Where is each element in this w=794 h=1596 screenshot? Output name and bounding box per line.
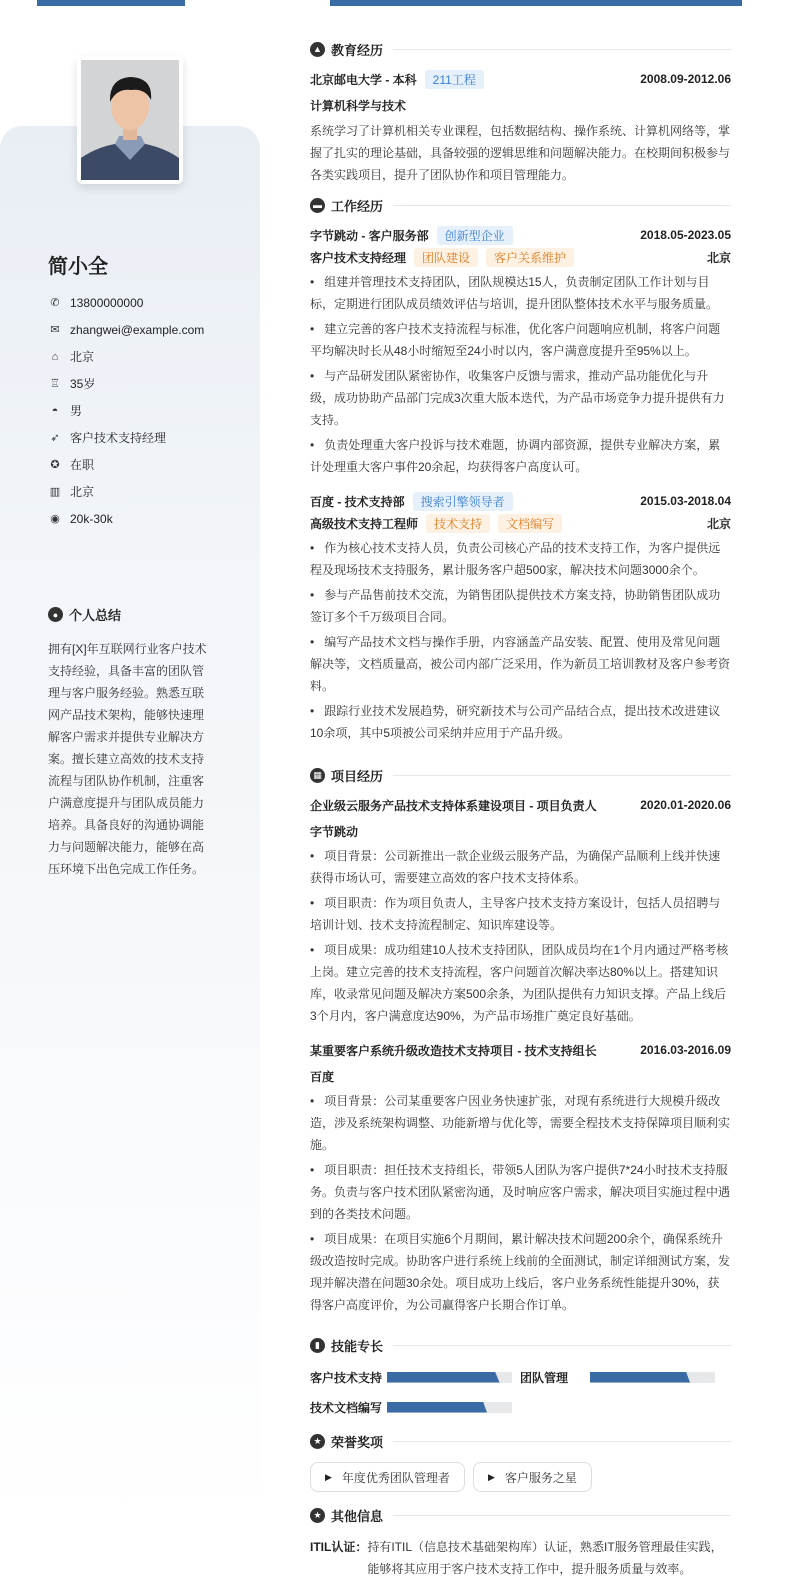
gender-icon: ◓: [51, 404, 59, 417]
grid-icon: ▦: [310, 768, 325, 783]
company-tag: 创新型企业: [437, 226, 513, 245]
school-name: 北京邮电大学 - 本科: [310, 72, 417, 87]
status-icon: ✪: [50, 459, 60, 471]
contact-text: zhangwei@example.com: [70, 322, 205, 337]
summary-title: 个人总结: [69, 608, 122, 623]
project-company: 百度: [310, 1069, 335, 1084]
bullet: • 项目背景：公司新推出一款企业级云服务产品，为确保产品顺利上线并快速获得市场认可，需要建立高效的客户技术支持体系。: [310, 849, 721, 885]
work-item: [310, 490, 731, 744]
contact-phone: [48, 289, 204, 316]
bullet: • 与产品研发团队紧密协作，收集客户反馈与需求，推动产品功能优化与升级，成功协助产品部门完成3次重大版本迭代，为产品市场竞争力提升提供有力支持。: [310, 369, 725, 427]
work-header: [310, 490, 731, 512]
skill-bar: [387, 1372, 512, 1383]
skill-item: [520, 1366, 730, 1388]
contact-gender: [48, 397, 204, 424]
skills-grid: [310, 1366, 731, 1418]
project-company: 字节跳动: [310, 824, 359, 839]
contact-text: 北京: [70, 485, 95, 499]
contact-text: 男: [70, 404, 83, 418]
briefcase-icon: ▬: [310, 198, 325, 213]
trophy-icon: ★: [310, 1434, 325, 1449]
divider: [393, 1441, 731, 1442]
bullet: • 项目职责：作为项目负责人，主导客户技术支持方案设计，包括人员招聘与培训计划、技术支持流程制定、知识库建设等。: [310, 896, 721, 932]
work-city: 北京: [706, 250, 731, 265]
skill-bar-fill: [387, 1372, 500, 1383]
contact-status: [48, 451, 204, 478]
bullet: • 项目成果：在项目实施6个月期间，累计解决技术问题200余个，确保系统升级改造按时完成。协助客户进行系统上线前的全面测试，制定详细测试方案，发现并解决潜在问题30余处。项目成功上线后，客户业务系统性能提升30%，获得客户高度评价，为公司赢得客户长期合作订单。: [310, 1232, 731, 1312]
awards-list: [310, 1462, 731, 1492]
contact-text: 20k-30k: [70, 511, 113, 526]
project-item: [310, 794, 731, 1027]
candidate-name: 简小全: [48, 256, 108, 278]
role-tag: 技术支持: [426, 514, 490, 533]
building-icon: ▥: [49, 486, 61, 498]
project-company-row: [310, 820, 731, 842]
section-education: [310, 38, 731, 60]
project-date: 2020.01-2020.06: [640, 798, 731, 812]
skill-bar-fill: [590, 1372, 690, 1383]
contact-salary: [48, 505, 204, 532]
section-work: [310, 194, 731, 216]
company: 百度 - 技术支持部: [310, 494, 405, 509]
bullet: • 项目成果：成功组建10人技术支持团队，团队成员均在1个月内通过严格考核上岗。建立完善的技术支持流程，客户问题首次解决率达80%以上。搭建知识库，收录常见问题及解决方案500余条，为团队提供有力知识支撑。产品上线后3个月内，客户满意度达90%，为产品市场推广奠定良好基础。: [310, 943, 729, 1023]
bullet: • 跟踪行业技术发展趋势，研究新技术与公司产品结合点，提出技术改进建议10余项，其中5项被公司采纳并应用于产品升级。: [310, 704, 721, 740]
education-description: 系统学习了计算机相关专业课程，包括数据结构、操作系统、计算机网络等，掌握了扎实的理论基础，具备较强的逻辑思维和问题解决能力。在校期间积极参与各类实践项目，提升了团队协作和项目管理能力。: [310, 124, 731, 182]
education-header: [310, 68, 731, 90]
award-item: ▶ 年度优秀团队管理者: [310, 1462, 465, 1492]
skill-bar-fill: [387, 1402, 487, 1413]
divider: [393, 1515, 731, 1516]
role: 客户技术支持经理: [310, 250, 407, 265]
avatar: [77, 56, 183, 184]
role-tag: 团队建设: [414, 248, 478, 267]
top-accent-bar-right: [330, 0, 742, 6]
major: 计算机科学与技术: [310, 98, 407, 113]
section-awards: [310, 1430, 731, 1452]
bullet: • 作为核心技术支持人员，负责公司核心产品的技术支持工作，为客户提供远程及现场技术支持服务，累计服务客户超500家，解决技术问题3000余个。: [310, 541, 721, 577]
contact-age: [48, 370, 204, 397]
bullet: • 建立完善的客户技术支持流程与标准，优化客户问题响应机制，将客户问题平均解决时长从48小时缩短至24小时以内，客户满意度提升至95%以上。: [310, 322, 721, 358]
role-tag: 客户关系维护: [486, 248, 574, 267]
summary-heading: [48, 605, 121, 624]
award-item: ▶ 客户服务之星: [473, 1462, 592, 1492]
salary-icon: ◉: [50, 513, 60, 525]
phone-icon: ✆: [50, 297, 60, 309]
contact-target-city: [48, 478, 204, 505]
company-tag: 搜索引擎领导者: [413, 492, 513, 511]
skill-name: 技术文档编写: [310, 1400, 383, 1415]
divider: [393, 775, 731, 776]
other-item: [310, 1536, 731, 1580]
skill-name: 客户技术支持: [310, 1370, 383, 1385]
bullet: • 负责处理重大客户投诉与技术难题，协调内部资源，提供专业解决方案，累计处理重大客户事件20余起，均获得客户高度认可。: [310, 438, 721, 474]
project-header: [310, 794, 731, 816]
skill-bar: [387, 1402, 512, 1413]
major-row: [310, 94, 731, 116]
send-icon: ➶: [50, 432, 60, 444]
divider: [393, 49, 731, 50]
contact-text: 35岁: [70, 377, 96, 391]
role-row: [310, 246, 731, 268]
play-icon: ▶: [325, 1471, 332, 1482]
info-icon: ★: [310, 1508, 325, 1523]
section-other: [310, 1504, 731, 1526]
role-row: [310, 512, 731, 534]
top-accent-bar-left: [37, 0, 185, 6]
contact-text: 北京: [70, 350, 95, 364]
other-text: 持有ITIL（信息技术基础架构库）认证，熟悉IT服务管理最佳实践，能够将其应用于客户技术支持工作中，提升服务质量与效率。: [367, 1540, 723, 1576]
role: 高级技术支持工程师: [310, 516, 419, 531]
project-name: 企业级云服务产品技术支持体系建设项目 - 项目负责人: [310, 798, 597, 813]
graduation-cap-icon: ▲: [310, 42, 325, 57]
play-icon: ▶: [487, 1471, 495, 1482]
summary-text: 拥有[X]年互联网行业客户技术支持经验，具备丰富的团队管理与客户服务经验。熟悉互联网产品技术架构，能够快速理解客户需求并提供专业解决方案。擅长建立高效的技术支持流程与团队协作机制，注重客户满意度提升与团队成员能力培养。具备良好的沟通协调能力与问题解决能力，能够在高压环境下出色完成工作任务。: [48, 642, 207, 876]
work-date: 2015.03-2018.04: [640, 494, 731, 508]
contact-location: [48, 343, 204, 370]
bullet: • 参与产品售前技术交流，为销售团队提供技术方案支持，协助销售团队成功签订多个千万级项目合同。: [310, 588, 721, 624]
work-city: 北京: [706, 516, 731, 531]
role-tag: 文档编写: [498, 514, 562, 533]
skill-name: 团队管理: [520, 1370, 569, 1385]
bullet: • 编写产品技术文档与操作手册，内容涵盖产品安装、配置、使用及常见问题解决等，文档质量高，被公司内部广泛采用，作为新员工培训教材及客户参考资料。: [310, 635, 731, 693]
home-icon: ⌂: [51, 350, 59, 363]
mail-icon: ✉: [50, 324, 60, 336]
section-title: 荣誉奖项: [331, 1434, 384, 1450]
contact-text: 客户技术支持经理: [70, 431, 167, 445]
project-company-row: [310, 1065, 731, 1087]
cake-icon: ♖: [50, 378, 60, 390]
bullet: • 项目职责：担任技术支持组长，带领5人团队为客户提供7*24小时技术支持服务。负责与客户技术团队紧密沟通，及时响应客户需求，解决项目实施过程中遇到的各类技术问题。: [310, 1163, 731, 1221]
contact-email: [48, 316, 204, 343]
work-item: [310, 224, 731, 478]
section-projects: [310, 764, 731, 786]
project-date: 2016.03-2016.09: [640, 1043, 731, 1057]
section-skills: [310, 1334, 731, 1356]
divider: [393, 1345, 731, 1346]
project-header: [310, 1039, 731, 1061]
skill-item: [310, 1396, 520, 1418]
section-title: 教育经历: [331, 42, 384, 58]
user-icon: ●: [48, 607, 63, 622]
bullet: • 组建并管理技术支持团队，团队规模达15人，负责制定团队工作计划与目标，定期进行团队成员绩效评估与培训，提升团队整体技术水平与服务质量。: [310, 275, 719, 311]
work-date: 2018.05-2023.05: [640, 228, 731, 242]
work-header: [310, 224, 731, 246]
main-column: [310, 38, 731, 1580]
section-title: 工作经历: [331, 198, 384, 214]
other-label: ITIL认证：: [310, 1540, 368, 1554]
skill-bar: [590, 1372, 715, 1383]
project-item: [310, 1039, 731, 1316]
bar-chart-icon: ▮: [310, 1338, 325, 1353]
divider: [393, 205, 731, 206]
section-title: 其他信息: [331, 1508, 384, 1524]
contact-text: 在职: [70, 458, 95, 472]
contact-text: 13800000000: [70, 295, 144, 310]
skill-item: [310, 1366, 520, 1388]
section-title: 技能专长: [331, 1338, 384, 1354]
contact-position: [48, 424, 204, 451]
section-title: 项目经历: [331, 768, 384, 784]
education-date: 2008.09-2012.06: [640, 72, 731, 86]
project-name: 某重要客户系统升级改造技术支持项目 - 技术支持组长: [310, 1043, 597, 1058]
bullet: • 项目背景：公司某重要客户因业务快速扩张，对现有系统进行大规模升级改造，涉及系统架构调整、功能新增与优化等，需要全程技术支持保障项目顺利实施。: [310, 1094, 731, 1152]
contact-list: [48, 289, 204, 532]
school-tag: 211工程: [425, 70, 484, 89]
company: 字节跳动 - 客户服务部: [310, 228, 429, 243]
